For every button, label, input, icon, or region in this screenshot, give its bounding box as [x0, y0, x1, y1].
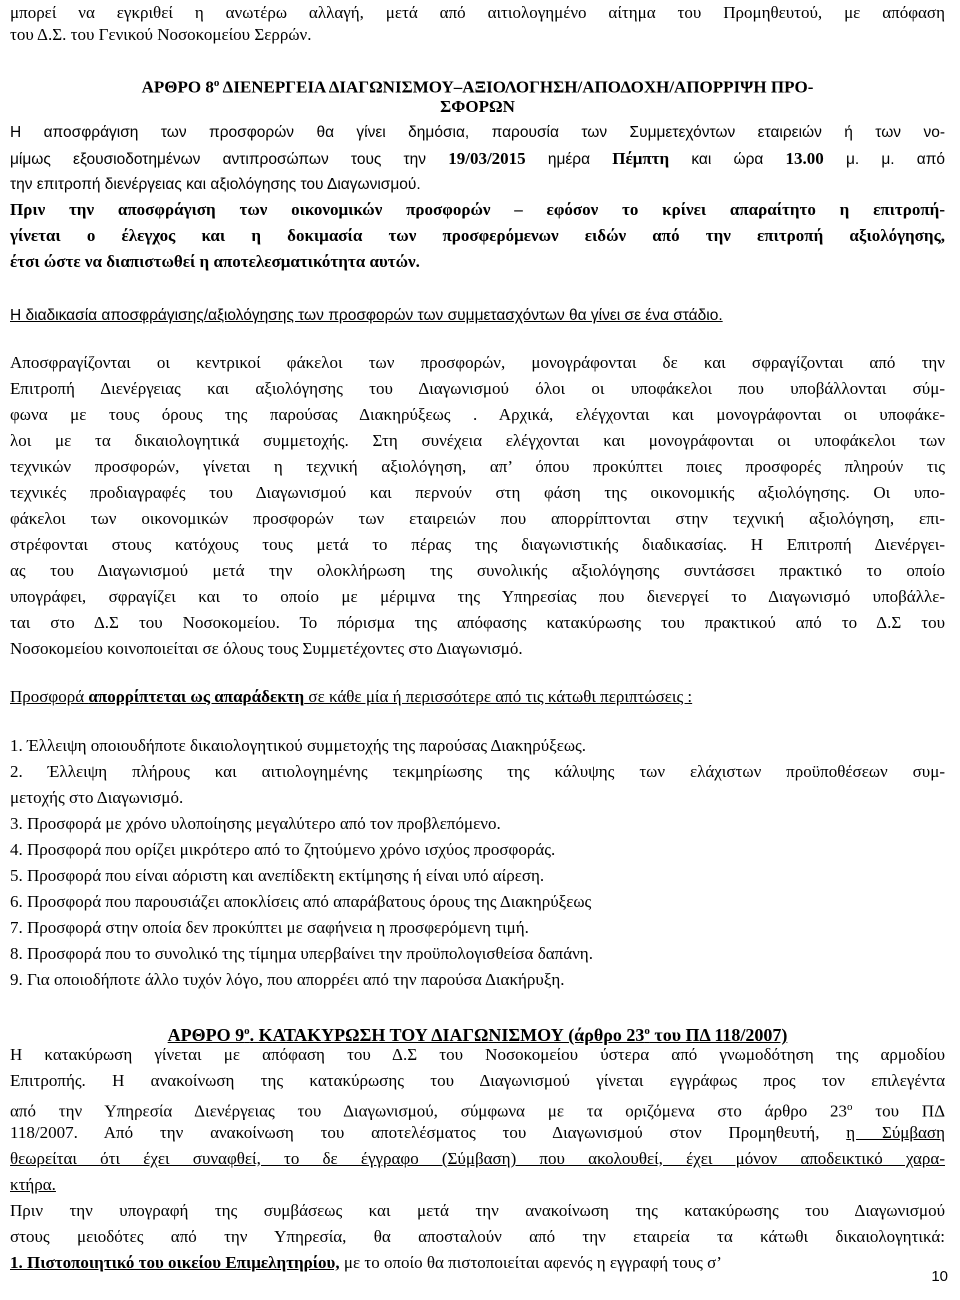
article-8-title [10, 72, 945, 99]
art8-p1-line-3: την επιτροπή διενέργειας και αξιολόγησης του Διαγωνισμού. [10, 176, 421, 193]
text-span: μίμως εξουσιοδοτημένων αντιπροσώπων τους την [10, 151, 449, 168]
art9-line [10, 1096, 945, 1123]
rejection-item: 3. Προσφορά με χρόνο υλοποίησης μεγαλύτερο από τον προβλεπόμενο. [10, 814, 501, 833]
art8-p1-line-1: Η αποσφράγιση των προσφορών θα γίνει δημόσια, παρουσία των Συμμετεχόντων εταιρειών ή των νο- [10, 124, 945, 141]
art9-line [10, 1252, 945, 1274]
intro-line-1: μπορεί να εγκριθεί η ανωτέρω αλλαγή, μετά από αιτιολογημένο αίτημα του Προμηθευτού, με απόφαση [10, 3, 945, 22]
rejection-item: 2. Έλλειψη πλήρους και αιτιολογημένης τεκμηρίωσης της κάλυψης των ελάχιστων προϋποθέσεων συμ- [10, 762, 945, 781]
rejection-item: 5. Προσφορά που είναι αόριστη και ανεπίδεκτη εκτίμησης ή είναι υπό αίρεση. [10, 866, 545, 885]
art9-line: θεωρείται ότι έχει συναφθεί, το δε έγγραφο (Σύμβαση) που ακολουθεί, έχει μόνον αποδεικτικό χαρα- [10, 1149, 945, 1168]
article-9-title-part: . ΚΑΤΑΚΥΡΩΣΗ ΤΟΥ ΔΙΑΓΩΝΙΣΜΟΥ (άρθρο 23 [249, 1025, 645, 1045]
art8-p4-line: ας του Διαγωνισμού μετά την ολοκλήρωση της συνολικής αξιολόγησης συντάσσει πρακτικό το οποίο [10, 561, 945, 580]
opening-day: Πέμπτη [612, 149, 670, 168]
article-9-title-part: ΑΡΘΡΟ 9 [167, 1025, 245, 1045]
art8-p4-line: Νοσοκομείου κοινοποιείται σε όλους τους Συμμετέχοντες στο Διαγωνισμό. [10, 639, 523, 658]
rejection-item: 9. Για οποιοδήποτε άλλο τυχόν λόγο, που απορρέει από την παρούσα Διακήρυξη. [10, 970, 565, 989]
art8-p4-line: Αποσφραγίζονται οι κεντρικοί φάκελοι των προσφορών, μονογράφονται δε και σφραγίζονται από την [10, 353, 945, 372]
article-9-title-part: του ΠΔ 118/2007) [649, 1025, 788, 1045]
rejection-heading [10, 686, 945, 708]
rejection-item: 1. Έλλειψη οποιουδήποτε δικαιολογητικού συμμετοχής της παρούσας Διακηρύξεως. [10, 736, 587, 755]
article-8-title-sup: ο [213, 77, 220, 89]
art8-p4-line: φάκελοι των οικονομικών προσφορών των εταιρειών που απορρίπτονται στην τεχνική αξιολόγηση, επι- [10, 509, 945, 528]
intro-line-2: του Δ.Σ. του Γενικού Νοσοκομείου Σερρών. [10, 25, 312, 44]
article-8-title-part: ΔΙΕΝΕΡΓΕΙΑ ΔΙΑΓΩΝΙΣΜΟΥ–ΑΞΙΟΛΟΓΗΣΗ/ΑΠΟΔΟΧΗ/ΑΠΟΡΡΙΨΗ ΠΡΟ- [219, 77, 814, 97]
art8-p4-line: τεχνικών προσφορών, γίνεται η τεχνική αξιολόγηση, απ’ όπου προκύπτει ποιες προσφορές πληρούν τις [10, 457, 945, 476]
art9-line: κτήρα. [10, 1175, 56, 1194]
text-span: ημέρα [525, 151, 613, 168]
art8-p4-line: υπογράφει, σφραγίζει και το οποίο με μέριμνα της Υπηρεσίας που διενεργεί το Διαγωνισμό υποβάλλε- [10, 587, 945, 606]
article-9-title-sup: ο [244, 1025, 250, 1037]
text-span: 118/2007. Από την ανακοίνωση του αποτελέσματος του Διαγωνισμού στον Προμηθευτή, [10, 1123, 847, 1142]
rejection-item-cont: μετοχής στο Διαγωνισμό. [10, 788, 184, 807]
art8-p3: Η διαδικασία αποσφράγισης/αξιολόγησης των προσφορών των συμμετασχόντων θα γίνει σε ένα στάδιο. [10, 307, 723, 324]
art8-p2-line-2: γίνεται ο έλεγχος και η δοκιμασία των προσφερόμενων ειδών από την επιτροπή αξιολόγησης, [10, 226, 945, 245]
rejection-item: 4. Προσφορά που ορίζει μικρότερο από το ζητούμενο χρόνο ισχύος προσφοράς. [10, 840, 556, 859]
text-span: με το οποίο θα πιστοποιείται αφενός η εγγραφή τους σ’ [339, 1253, 722, 1272]
art9-line: Πριν την υπογραφή της συμβάσεως και μετά την ανακοίνωση της κατακύρωσης του Διαγωνισμού [10, 1201, 945, 1220]
article-9-title [10, 1020, 945, 1046]
rejection-item: 6. Προσφορά που παρουσιάζει αποκλίσεις από απαράβατους όρους της Διακηρύξεως [10, 892, 592, 911]
page-number: 10 [931, 1268, 948, 1285]
article-9-title-sup: ο [644, 1025, 650, 1037]
art8-p2-line-3: έτσι ώστε να διαπιστωθεί η αποτελεσματικότητα αυτών. [10, 252, 420, 271]
opening-date: 19/03/2015 [448, 149, 526, 168]
text-span: από την Υπηρεσία Διενέργειας του Διαγωνισμού, σύμφωνα με τα οριζόμενα στο άρθρο 23 [10, 1101, 847, 1121]
chamber-certificate: 1. Πιστοποιητικό του οικείου Επιμελητηρίου, [10, 1253, 340, 1272]
art8-p2-line-1: Πριν την αποσφράγιση των οικονομικών προσφορών – εφόσον το κρίνει απαραίτητο η επιτροπή- [10, 200, 945, 219]
superscript: ο [846, 1101, 853, 1113]
art9-line: στους μειοδότες από την Υπηρεσία, θα αποσταλούν από την εταιρεία τα κάτωθι δικαιολογητικά: [10, 1227, 945, 1246]
art8-p4-line: στρέφονται στους κατόχους τους μετά το πέρας της διαγωνιστικής διαδικασίας. Η Επιτροπή Διενέργει- [10, 535, 945, 554]
article-8-title-part: ΑΡΘΡΟ 8 [141, 77, 214, 97]
article-8-title-cont: ΣΦΟΡΩΝ [440, 97, 515, 116]
art8-p4-line: φωνα με τους όρους της παρούσας Διακηρύξεως . Αρχικά, ελέγχονται και μονογράφονται οι υποφάκε- [10, 405, 945, 424]
text-span: του ΠΔ [852, 1101, 946, 1121]
rejection-emphasis: απορρίπτεται ως απαράδεκτη [88, 687, 305, 706]
opening-time: 13.00 [785, 149, 824, 168]
contract-underlined: η Σύμβαση [846, 1123, 945, 1142]
art8-p1-line-2 [10, 148, 945, 171]
text-span: Προσφορά [10, 687, 89, 706]
rejection-item: 7. Προσφορά στην οποία δεν προκύπτει με σαφήνεια η προσφερόμενη τιμή. [10, 918, 529, 937]
art9-line: Επιτροπής. Η ανακοίνωση της κατακύρωσης του Διαγωνισμού γίνεται εγγράφως προς τον επιλεγέντα [10, 1071, 945, 1090]
art9-line [10, 1122, 945, 1144]
art8-p4-line: τεχνικές προδιαγραφές του Διαγωνισμού και περνούν στη φάση της οικονομικής αξιολόγησης. Οι υπο- [10, 483, 945, 502]
rejection-item: 8. Προσφορά που το συνολικό της τίμημα υπερβαίνει την προϋπολογισθείσα δαπάνη. [10, 944, 593, 963]
art8-p4-line: Επιτροπή Διενέργειας και αξιολόγησης του Διαγωνισμού όλοι οι υποφάκελοι που υποβάλλονται σύμ- [10, 379, 945, 398]
art8-p4-line: ται στο Δ.Σ του Νοσοκομείου. Το πόρισμα της απόφασης κατακύρωσης του πρακτικού από το Δ.Σ του [10, 613, 945, 632]
text-span: και ώρα [669, 151, 786, 168]
text-span: σε κάθε μία ή περισσότερε από τις κάτωθι περιπτώσεις : [304, 687, 693, 706]
text-span: μ. μ. από [823, 151, 946, 168]
art8-p4-line: λοι με τα δικαιολογητικά συμμετοχής. Στη συνέχεια ελέγχονται και μονογράφονται οι υποφάκελοι των [10, 431, 945, 450]
art9-line: Η κατακύρωση γίνεται με απόφαση του Δ.Σ του Νοσοκομείου ύστερα από γνωμοδότηση της αρμοδίου [10, 1045, 945, 1064]
